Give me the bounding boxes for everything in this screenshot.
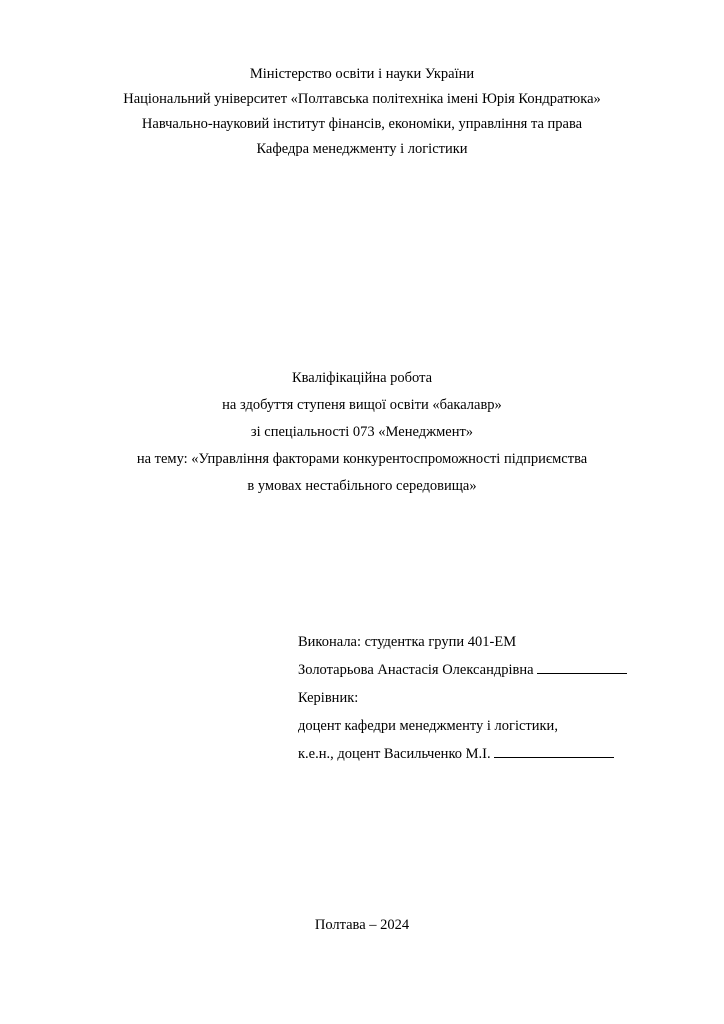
supervisor-signature-rule <box>494 745 614 758</box>
department-line: Кафедра менеджменту і логістики <box>256 141 468 157</box>
degree-line: на здобуття ступеня вищої освіти «бакалавр» <box>222 397 502 413</box>
supervisor-name-line <box>298 740 698 768</box>
supervisor-position-line: доцент кафедри менеджменту і логістики, <box>298 718 558 734</box>
place-year-line: Полтава – 2024 <box>314 917 410 933</box>
topic-line-2: в умовах нестабільного середовища» <box>247 478 477 494</box>
student-signature-rule <box>537 661 627 674</box>
supervisor-label-line: Керівник: <box>298 690 359 706</box>
student-name-text: Золотарьова Анастасія Олександрівна <box>298 662 534 678</box>
work-type-line: Кваліфікаційна робота <box>291 370 433 386</box>
university-line: Національний університет «Полтавська політехніка імені Юрія Кондратюка» <box>123 91 601 107</box>
supervisor-name-text: к.е.н., доцент Васильченко М.І. <box>298 746 491 762</box>
performed-by-line: Виконала: студентка групи 401-ЕМ <box>298 634 517 650</box>
specialty-line: зі спеціальності 073 «Менеджмент» <box>250 424 474 440</box>
institute-line: Навчально-науковий інститут фінансів, економіки, управління та права <box>141 116 583 132</box>
student-name-line <box>298 656 698 684</box>
topic-line-1: на тему: «Управління факторами конкурентоспроможності підприємства <box>136 451 588 467</box>
author-supervisor-block <box>298 628 698 768</box>
ministry-line: Міністерство освіти і науки України <box>249 66 475 82</box>
institution-header <box>52 62 672 162</box>
work-title-block <box>52 365 672 500</box>
place-year-block <box>52 914 672 936</box>
